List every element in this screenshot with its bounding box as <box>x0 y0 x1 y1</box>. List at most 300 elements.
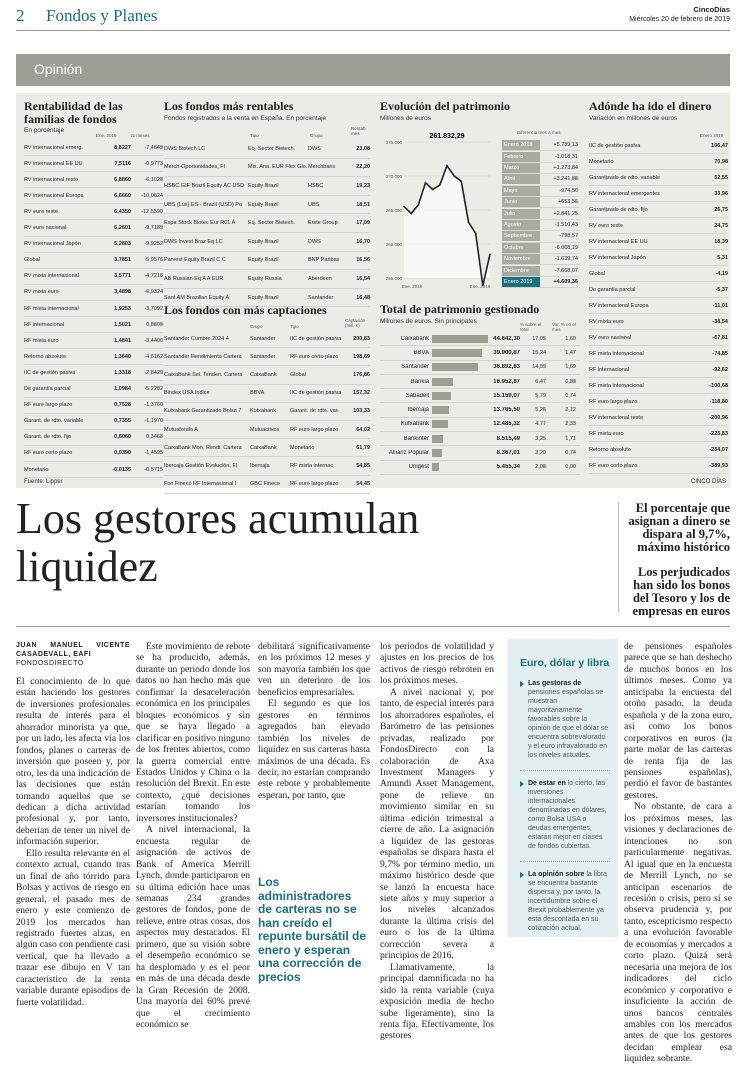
evolucion-month: Enero 2019 <box>502 277 540 287</box>
evolucion-diff: +4.609,36 <box>553 278 578 285</box>
gestionado-name: Bankinter <box>403 435 429 442</box>
adonde-cell: De garantía parcial <box>589 286 636 293</box>
rentables-col-grupo: Grupo <box>310 133 323 138</box>
captaciones-title: Los fondos con más captaciones <box>164 303 327 317</box>
gestionado-row <box>380 346 580 360</box>
evolucion-month: Abril <box>502 174 540 184</box>
rentabilidad-cell: -6,1028 <box>144 176 163 183</box>
gestionado-bar-track <box>432 363 488 371</box>
adonde-row <box>589 442 728 458</box>
rentabilidad-cell: RV euro resto <box>24 208 58 215</box>
rentables-row <box>164 214 370 233</box>
brand-name: CincoDías <box>693 5 730 14</box>
adonde-cell: RF internacional <box>589 366 630 373</box>
paragraph: Este movimiento de rebote se ha producido, además, durante un periodo donde los datos no han hecho más que confirmar la desaceleración económica en los principales bloques económicos y sin que se haya llegado a clarificar en positivo ninguno de los frentes abiertos, como la guerra comercial entre Estados Unidos y China o la resolución del Brexit. En este contexto, ¿qué decisiones estarían tomando los inversores institucionales? <box>136 641 250 824</box>
rentables-col-rentab: Rentab. mes <box>351 126 367 136</box>
captaciones-cell: Santander Cumbre 2024 4 <box>164 335 229 342</box>
evolucion-row <box>502 140 580 151</box>
captaciones-row <box>164 348 370 366</box>
adonde-cell: -100,68 <box>709 382 728 389</box>
evolucion-diff: +2.841,25 <box>553 210 578 217</box>
rentabilidad-row <box>24 382 163 398</box>
gestionado-row <box>380 432 580 446</box>
captaciones-cell: CaixaBank <box>250 444 277 451</box>
gestionado-row <box>380 461 580 475</box>
evolucion-diff: -1.018,31 <box>554 153 578 160</box>
captaciones-row <box>164 476 370 494</box>
evolucion-diff: -1.639,74 <box>554 256 578 263</box>
rentabilidad-cell: RV mixta internacional <box>24 273 79 280</box>
gestionado-bar <box>432 406 449 414</box>
series-area <box>404 166 490 286</box>
data-point <box>425 182 427 184</box>
captaciones-cell: CaixaBank <box>250 371 277 378</box>
rentabilidad-cell: 0,7528 <box>114 402 131 409</box>
rentabilidad-cell: RV internacional EE UU <box>24 160 83 167</box>
gestionado-name: Caixabank <box>400 335 429 342</box>
adonde-cell: RV euro resto <box>589 222 623 229</box>
captaciones-cell: Monetario <box>290 444 315 451</box>
gestionado-bar-track <box>432 463 488 471</box>
evolucion-diff-header: Diferencia mes a mes <box>517 130 561 135</box>
captaciones-cell: 157,32 <box>353 390 370 397</box>
rentabilidad-cell: RF mixta euro <box>24 337 59 344</box>
adonde-row <box>589 202 728 218</box>
rentables-row <box>164 252 370 271</box>
captaciones-row <box>164 457 370 475</box>
captaciones-cell: Global <box>290 371 306 378</box>
paragraph: No obstante, de cara a los próximos meses, las visiones y declaraciones de intenciones no son particularmente negativas. Al igual que en la encuesta de Merrill Lynch, no se anticipan escenarios de recesión o crisis, pero sí se observa prudencia y, por tanto, escepticismo respecto a una evolución favorable de economías y mercados a corto plazo. Quizá será necesaria una mejora de los indicadores del ciclo económico y corporativo e insuficiente la acción de unos bancos centrales amables con los mercados antes de que los gestores decidan emplear esa liquidez sobrante. <box>624 801 732 1065</box>
rentables-cell: Santander <box>308 294 334 301</box>
rentabilidad-cell: 1,4841 <box>114 337 131 344</box>
adonde-cell: RF euro largo plazo <box>589 398 638 405</box>
adonde-cell: RV euro nacional <box>589 334 632 341</box>
rentables-cell: Eq. Sector Biotech. <box>248 220 296 227</box>
rentables-cell: 23,08 <box>356 145 370 152</box>
gestionado-value: 5.455,34 <box>496 464 520 471</box>
rentabilidad-cell: 0,6060 <box>114 434 131 441</box>
evolucion-row <box>502 186 580 197</box>
rentabilidad-row <box>24 446 163 462</box>
sidebar-item: La opinión sobre la libra se encuentra bastante dispersa y, por tanto, la incertidumbre sobre el Brexit probablemente ya está descontada en su cotización actual. <box>520 870 610 933</box>
gestionado-row <box>380 389 580 403</box>
evolucion-row <box>502 151 580 162</box>
data-point <box>468 221 470 223</box>
gestionado-col-pct: % sobre el total <box>520 322 542 332</box>
rentabilidad-cell: 0,7355 <box>114 418 131 425</box>
rentables-cell: 16,70 <box>356 238 370 245</box>
paragraph: los periodos de volatilidad y ajustes en los precios de los activos de riesgo rebroten en los próximos meses. <box>380 641 494 687</box>
gestionado-name: Santander <box>401 364 429 371</box>
sidebar-item: Las gestoras de pensiones españolas se muestran mayoritariamente favorables sobre la opinión de que el dólar se encuentra sobrevalorado y el euro infravalorado en los niveles actuales. <box>520 679 610 760</box>
gestionado-pct: 5,26 <box>535 407 546 414</box>
rentabilidad-cell: 1,0984 <box>114 386 131 393</box>
gestionado-var: 2,12 <box>565 407 576 414</box>
captaciones-cell: Ibercaja <box>250 462 270 469</box>
opinion-bar <box>16 54 730 86</box>
rentabilidad-cell: Garant. de rdto. variable <box>24 418 84 425</box>
evolucion-diff: -1.510,43 <box>554 221 578 228</box>
rentabilidad-cell: RF euro largo plazo <box>24 402 73 409</box>
side-point-2: Los perjudicados han sido los bonos del Tesoro y los de empresas en euros <box>632 565 730 618</box>
paragraph: Llamativamente, la principal damnificada no ha sido la renta variable (cuya exposición media de hecho sube ligeramente), sino la renta fija. Efectivamente, los gestores <box>380 961 494 1042</box>
sidebar-item: De estar en lo cierto, las inversiones internacionales denominadas en dólares, como Bolsa USA o deudas emergentes, estarán mejor en clases de fondos cubiertas. <box>520 779 610 851</box>
gestionado-var: 1,71 <box>565 435 576 442</box>
body-column-2 <box>136 641 250 1030</box>
captaciones-cell: BBVA <box>250 390 265 397</box>
adonde-cell: RV mixta euro <box>589 318 624 325</box>
rentables-cell: Erste Group <box>308 220 338 227</box>
adonde-cell: -74,85 <box>712 350 728 357</box>
rentabilidad-title: Rentabilidad de las familias de fondos <box>24 99 123 126</box>
gestionado-pct: 2,08 <box>535 464 546 471</box>
evolucion-row <box>502 197 580 208</box>
adonde-cell: RF mixta internacional <box>589 382 644 389</box>
rentabilidad-cell: Global <box>24 257 40 264</box>
adonde-cell: RV internacional emergentes <box>589 190 660 197</box>
rentables-cell: 16,54 <box>356 275 370 282</box>
captaciones-cell: 64,02 <box>356 426 370 433</box>
rentables-cell: DWS Biotech LC <box>164 145 206 152</box>
sidebar-box <box>508 639 618 937</box>
gestionado-subtitle: Millones de euros. Sin principales <box>380 318 477 325</box>
body-col6-text <box>624 641 732 1065</box>
rentabilidad-cell: RF internacional <box>24 321 65 328</box>
rentables-cell: Equity Russia <box>248 275 282 282</box>
captaciones-col-cap: Captación (mill. €) <box>345 318 366 328</box>
rentabilidad-row <box>24 414 163 430</box>
adonde-cell: -4,19 <box>715 270 728 277</box>
gestionado-value: 44.642,30 <box>493 335 520 342</box>
gestionado-var: 1,60 <box>565 335 576 342</box>
x-tick-label: Ene. 2018 <box>401 284 423 289</box>
rentabilidad-cell: 1,3318 <box>114 369 131 376</box>
paragraph: Ello resulta relevante en el contexto actual, cuando tras un final de año tórrido para Bolsas y activos de riesgo en general, el pasado mes de enero y este comienzo de 2019 los mercados han registrado fuertes alzas, en algún caso con pendiente casi vertical, que ha llevado a trazar ese dibujo en V tan característico de la renta variable durante episodios de fuerte volatilidad. <box>16 847 131 1008</box>
rentabilidad-cell: Garant. de rdto. fijo <box>24 434 72 441</box>
y-tick-label: 275.000 <box>385 140 402 145</box>
data-point <box>410 213 412 215</box>
rentables-cell: Parvest Equity Brazil C C <box>164 257 226 264</box>
y-tick-label: 260.000 <box>385 242 402 247</box>
adonde-cell: RV internacional Japón <box>589 254 646 261</box>
rentabilidad-col1: Ene. 2019 <box>96 133 117 138</box>
rentables-title: Los fondos más rentables <box>164 99 294 113</box>
adonde-row <box>589 314 728 330</box>
rentabilidad-cell: RV internacional emerg. <box>24 144 83 151</box>
rentables-row <box>164 270 370 289</box>
evolucion-month: Septiembre <box>502 231 540 241</box>
captaciones-cell: RF euro largo plazo <box>290 481 339 488</box>
captaciones-row <box>164 439 370 457</box>
gestionado-pct: 4,77 <box>535 421 546 428</box>
opinion-label: Opinión <box>34 61 83 77</box>
data-point <box>461 181 463 183</box>
gestionado-bar-track <box>432 449 488 457</box>
gestionado-var: 1,69 <box>565 364 576 371</box>
adonde-cell: 106,47 <box>711 142 728 149</box>
rentables-cell: Merchbanc <box>308 164 336 171</box>
rentables-row <box>164 233 370 252</box>
captaciones-row <box>164 403 370 421</box>
rentables-cell: Aberdeen <box>308 275 332 282</box>
evolucion-row <box>502 220 580 231</box>
captaciones-cell: CaixaBank Mon. Rendi. Cartera <box>164 444 242 451</box>
rentabilidad-cell: -0,5715 <box>144 466 163 473</box>
y-tick-label: 255.000 <box>385 276 402 281</box>
rentabilidad-cell: 0,8809 <box>146 321 163 328</box>
rentabilidad-cell: 6,2601 <box>114 225 131 232</box>
adonde-cell: RV internacional resto <box>589 414 644 421</box>
captaciones-cell: 61,79 <box>356 444 370 451</box>
gestionado-value: 8.515,49 <box>496 435 520 442</box>
adonde-cell: -67,81 <box>712 334 728 341</box>
captaciones-cell: Kutxabank Garantizado Bolsa 7 <box>164 408 242 415</box>
rentabilidad-row <box>24 317 163 333</box>
rentabilidad-cell: RV internacional Japón <box>24 241 81 248</box>
rentabilidad-cell: -2,8429 <box>144 369 163 376</box>
section-title: Fondos y Planes <box>46 6 158 25</box>
rentabilidad-cell: -0,0135 <box>112 466 131 473</box>
rentables-cell: Sant AM Brazilian Equity A <box>164 294 230 301</box>
gestionado-bar <box>432 335 488 343</box>
captaciones-cell: IIC de gestión pasiva <box>290 390 342 397</box>
rentables-cell: AB Russian Eq A A EUR <box>164 275 224 282</box>
captaciones-cell: Fon Finecó RF Internacional I <box>164 481 237 488</box>
rentabilidad-row <box>24 140 163 156</box>
gestionado-bar-track <box>432 406 488 414</box>
rentables-row <box>164 177 370 196</box>
adonde-cell: 52,55 <box>714 174 728 181</box>
rentabilidad-row <box>24 188 163 204</box>
gestionado-pct: 14,09 <box>532 364 546 371</box>
captaciones-row <box>164 366 370 384</box>
gestionado-name: Unigest <box>408 464 429 471</box>
paragraph: El conocimiento de lo que están haciendo los gestores de inversiones profesionales resulta de interés para el ahorrador minorista ya que, por un lado, les afecta vía los fondos, planes o carteras de inversión que poseen y, por otro, les da una indicación de las decisiones que están tomando aquellos que se dedican a dicha actividad profesional y, por tanto, deberían de tener un nivel de información superior. <box>16 676 130 848</box>
rentabilidad-row <box>24 269 163 285</box>
rentabilidad-cell: -10,0624 <box>141 192 163 199</box>
adonde-cell: RF mixta internacional <box>589 350 644 357</box>
data-point <box>432 189 434 191</box>
captaciones-cell: Ibercaja Gestión Evolución, FI <box>164 462 238 469</box>
rentabilidad-row <box>24 253 163 269</box>
rentabilidad-row <box>24 301 163 317</box>
rentabilidad-cell: Retorno absoluto <box>24 353 66 360</box>
evolucion-month: Diciembre <box>502 266 540 276</box>
gestionado-row <box>380 375 580 389</box>
rentables-cell: Equity Brazil <box>248 238 279 245</box>
body-column-6 <box>624 641 732 1065</box>
rentables-cell: 19,23 <box>356 182 370 189</box>
gestionado-bar-track <box>432 420 488 428</box>
rentabilidad-cell: 3,7851 <box>114 257 131 264</box>
gestionado-row <box>380 418 580 432</box>
evolucion-diff: +3.241,88 <box>553 176 578 183</box>
gestionado-bar <box>432 349 482 357</box>
evolucion-diff: +5.789,13 <box>553 142 578 149</box>
adonde-cell: RF euro corto plazo <box>589 462 638 469</box>
adonde-row <box>589 362 728 378</box>
gestionado-title: Total de patrimonio gestionado <box>380 302 540 316</box>
body-col4-text <box>380 641 494 1042</box>
evolucion-subtitle: Millones de euros <box>380 115 431 122</box>
gestionado-var: 0,74 <box>565 450 576 457</box>
captaciones-col-tipo: Tipo <box>290 324 299 329</box>
rentabilidad-cell: 0,3468 <box>146 434 163 441</box>
captaciones-cell: IIC de gestión pasiva <box>290 335 342 342</box>
rentabilidad-cell: 6,6660 <box>114 192 131 199</box>
adonde-row <box>589 154 728 170</box>
evolucion-month: Febrero <box>502 152 540 162</box>
rentabilidad-cell: RV internacional Europa <box>24 192 84 199</box>
adonde-cell: RF mixta euro <box>589 430 624 437</box>
rentabilidad-cell: RV internacional resto <box>24 176 79 183</box>
evolucion-diff: +653,56 <box>557 199 578 206</box>
captaciones-cell: RF euro corto plazo <box>290 353 339 360</box>
gestionado-value: 12.485,32 <box>493 421 520 428</box>
adonde-col: Enero 2019 <box>700 133 724 138</box>
gestionado-name: Ibercaja <box>407 407 429 414</box>
gestionado-bar <box>432 435 443 443</box>
adonde-row <box>589 394 728 410</box>
byline <box>16 641 130 668</box>
rentabilidad-cell: -1,4595 <box>144 450 163 457</box>
rentables-cell: 16,56 <box>356 257 370 264</box>
captaciones-cell: 200,83 <box>353 335 370 342</box>
adonde-row <box>589 410 728 426</box>
adonde-row <box>589 266 728 282</box>
data-point <box>418 204 420 206</box>
adonde-row <box>589 426 728 442</box>
rentables-row <box>164 140 370 159</box>
gestionado-var: 0,74 <box>565 392 576 399</box>
rentabilidad-row <box>24 333 163 349</box>
evolucion-row <box>502 163 580 174</box>
sidebar-item-lead: La opinión sobre <box>528 871 585 878</box>
rentabilidad-cell: -1,3760 <box>144 402 163 409</box>
rentabilidad-cell: -3,4400 <box>144 337 163 344</box>
adonde-row <box>589 138 728 154</box>
evolucion-diff: -798,57 <box>559 233 578 240</box>
captaciones-row <box>164 330 370 348</box>
rentables-row <box>164 196 370 215</box>
gestionado-value: 39.900,87 <box>493 349 520 356</box>
side-point-1: El porcentaje que asignan a dinero se dispara al 9,7%, máximo histórico <box>628 501 730 554</box>
adonde-cell: -225,83 <box>709 430 728 437</box>
rentabilidad-cell: -5,2282 <box>144 386 163 393</box>
rentables-cell: Espa Stock Biotec Eur R01 A <box>164 220 236 227</box>
adonde-cell: -11,01 <box>712 302 728 309</box>
adonde-cell: -5,37 <box>715 286 728 293</box>
rentables-cell: Equity Brazil <box>248 294 279 301</box>
evolucion-month: Junio <box>502 197 540 207</box>
gestionado-pct: 3,25 <box>535 435 546 442</box>
adonde-cell: 5,31 <box>717 254 728 261</box>
gestionado-name: Kutxabank <box>400 421 429 428</box>
rentabilidad-row <box>24 365 163 381</box>
captaciones-row <box>164 421 370 439</box>
evolucion-diff: -974,50 <box>559 187 578 194</box>
y-tick-label: 265.000 <box>385 208 402 213</box>
evolucion-row <box>502 265 580 276</box>
evolucion-title: Evolución del patrimonio <box>380 99 511 113</box>
adonde-title: Adónde ha ido el dinero <box>589 99 712 113</box>
gestionado-name: Sabadell <box>405 392 429 399</box>
x-tick-label: Ene. 2019 <box>469 284 491 289</box>
rentabilidad-row <box>24 204 163 220</box>
rentables-cell: Equity Brazil <box>248 182 279 189</box>
byline-author: JUAN MANUEL VICENTE CASADEVALL, EAFI <box>16 642 130 658</box>
rentabilidad-cell: -0,9773 <box>144 160 163 167</box>
rentabilidad-cell: RF euro corto plazo <box>24 450 73 457</box>
body-column-4 <box>380 641 494 1042</box>
evolucion-row <box>502 231 580 242</box>
adonde-cell: Garantizado de rdto. variable <box>589 174 660 181</box>
y-tick-label: 270.000 <box>385 174 402 179</box>
gestionado-col-var: Var. % en el mes <box>552 322 576 332</box>
captaciones-cell: Bindex USA Índice <box>164 390 210 397</box>
rentables-cell: HSBC GIF Brazil Equity AC USD <box>164 182 245 189</box>
evolucion-diff: -7.668,07 <box>554 267 578 274</box>
gestionado-value: 36.892,83 <box>493 364 520 371</box>
adonde-cell: Monetario <box>589 158 614 165</box>
rentabilidad-cell: 1,5021 <box>114 321 131 328</box>
adonde-cell: Garantizado de rdto. fijo <box>589 206 648 213</box>
rentabilidad-cell: 7,5116 <box>114 160 131 167</box>
brand-date <box>629 5 730 24</box>
sidebar-item-lead: Las gestoras de <box>528 680 582 687</box>
gestionado-bar <box>432 378 453 386</box>
sidebar-separator <box>520 861 610 862</box>
evolucion-month: Marzo <box>502 163 540 173</box>
gestionado-value: 13.765,50 <box>493 407 520 414</box>
captaciones-cell: Kutxabank <box>250 408 276 415</box>
rentables-row <box>164 159 370 178</box>
gestionado-bar-track <box>432 335 488 343</box>
rentabilidad-cell: -5,9576 <box>144 257 163 264</box>
adonde-subtitle: Variación en millones de euros <box>589 115 678 122</box>
rentabilidad-cell: -4,6162 <box>144 353 163 360</box>
rentabilidad-cell: De garantía parcial <box>24 386 71 393</box>
body-col1-text <box>16 676 130 1008</box>
evolucion-month: Julio <box>502 209 540 219</box>
adonde-row <box>589 346 728 362</box>
gestionado-name: Bankia <box>410 378 429 385</box>
captaciones-cell: RF euro largo plazo <box>290 426 339 433</box>
gestionado-name: Allianz Popular <box>388 450 429 457</box>
gestionado-bar <box>432 420 448 428</box>
rentabilidad-row <box>24 430 163 446</box>
rentabilidad-cell: IIC de gestión pasiva <box>24 369 76 376</box>
rentabilidad-row <box>24 172 163 188</box>
adonde-row <box>589 378 728 394</box>
gestionado-bar <box>432 392 451 400</box>
rentables-cell: DWS <box>308 238 321 245</box>
sidebar-separator <box>520 770 610 771</box>
body-column-3 <box>258 641 370 801</box>
captaciones-cell: Mutuactivos <box>250 426 280 433</box>
captaciones-row <box>164 385 370 403</box>
captaciones-cell: Santander Rendimiento Cartera <box>164 353 242 360</box>
source-note: Fuente: Lipper <box>24 479 63 485</box>
captaciones-cell: 54,45 <box>356 481 370 488</box>
rentables-subtitle: Fondos registrados a la venta en España. En porcentaje <box>164 115 327 122</box>
rentabilidad-cell: 1,3640 <box>114 353 131 360</box>
gestionado-pct: 15,24 <box>532 349 546 356</box>
gestionado-pct: 17,05 <box>532 335 546 342</box>
gestionado-bar <box>432 463 439 471</box>
adonde-row <box>589 250 728 266</box>
captaciones-cell: 103,33 <box>353 408 370 415</box>
